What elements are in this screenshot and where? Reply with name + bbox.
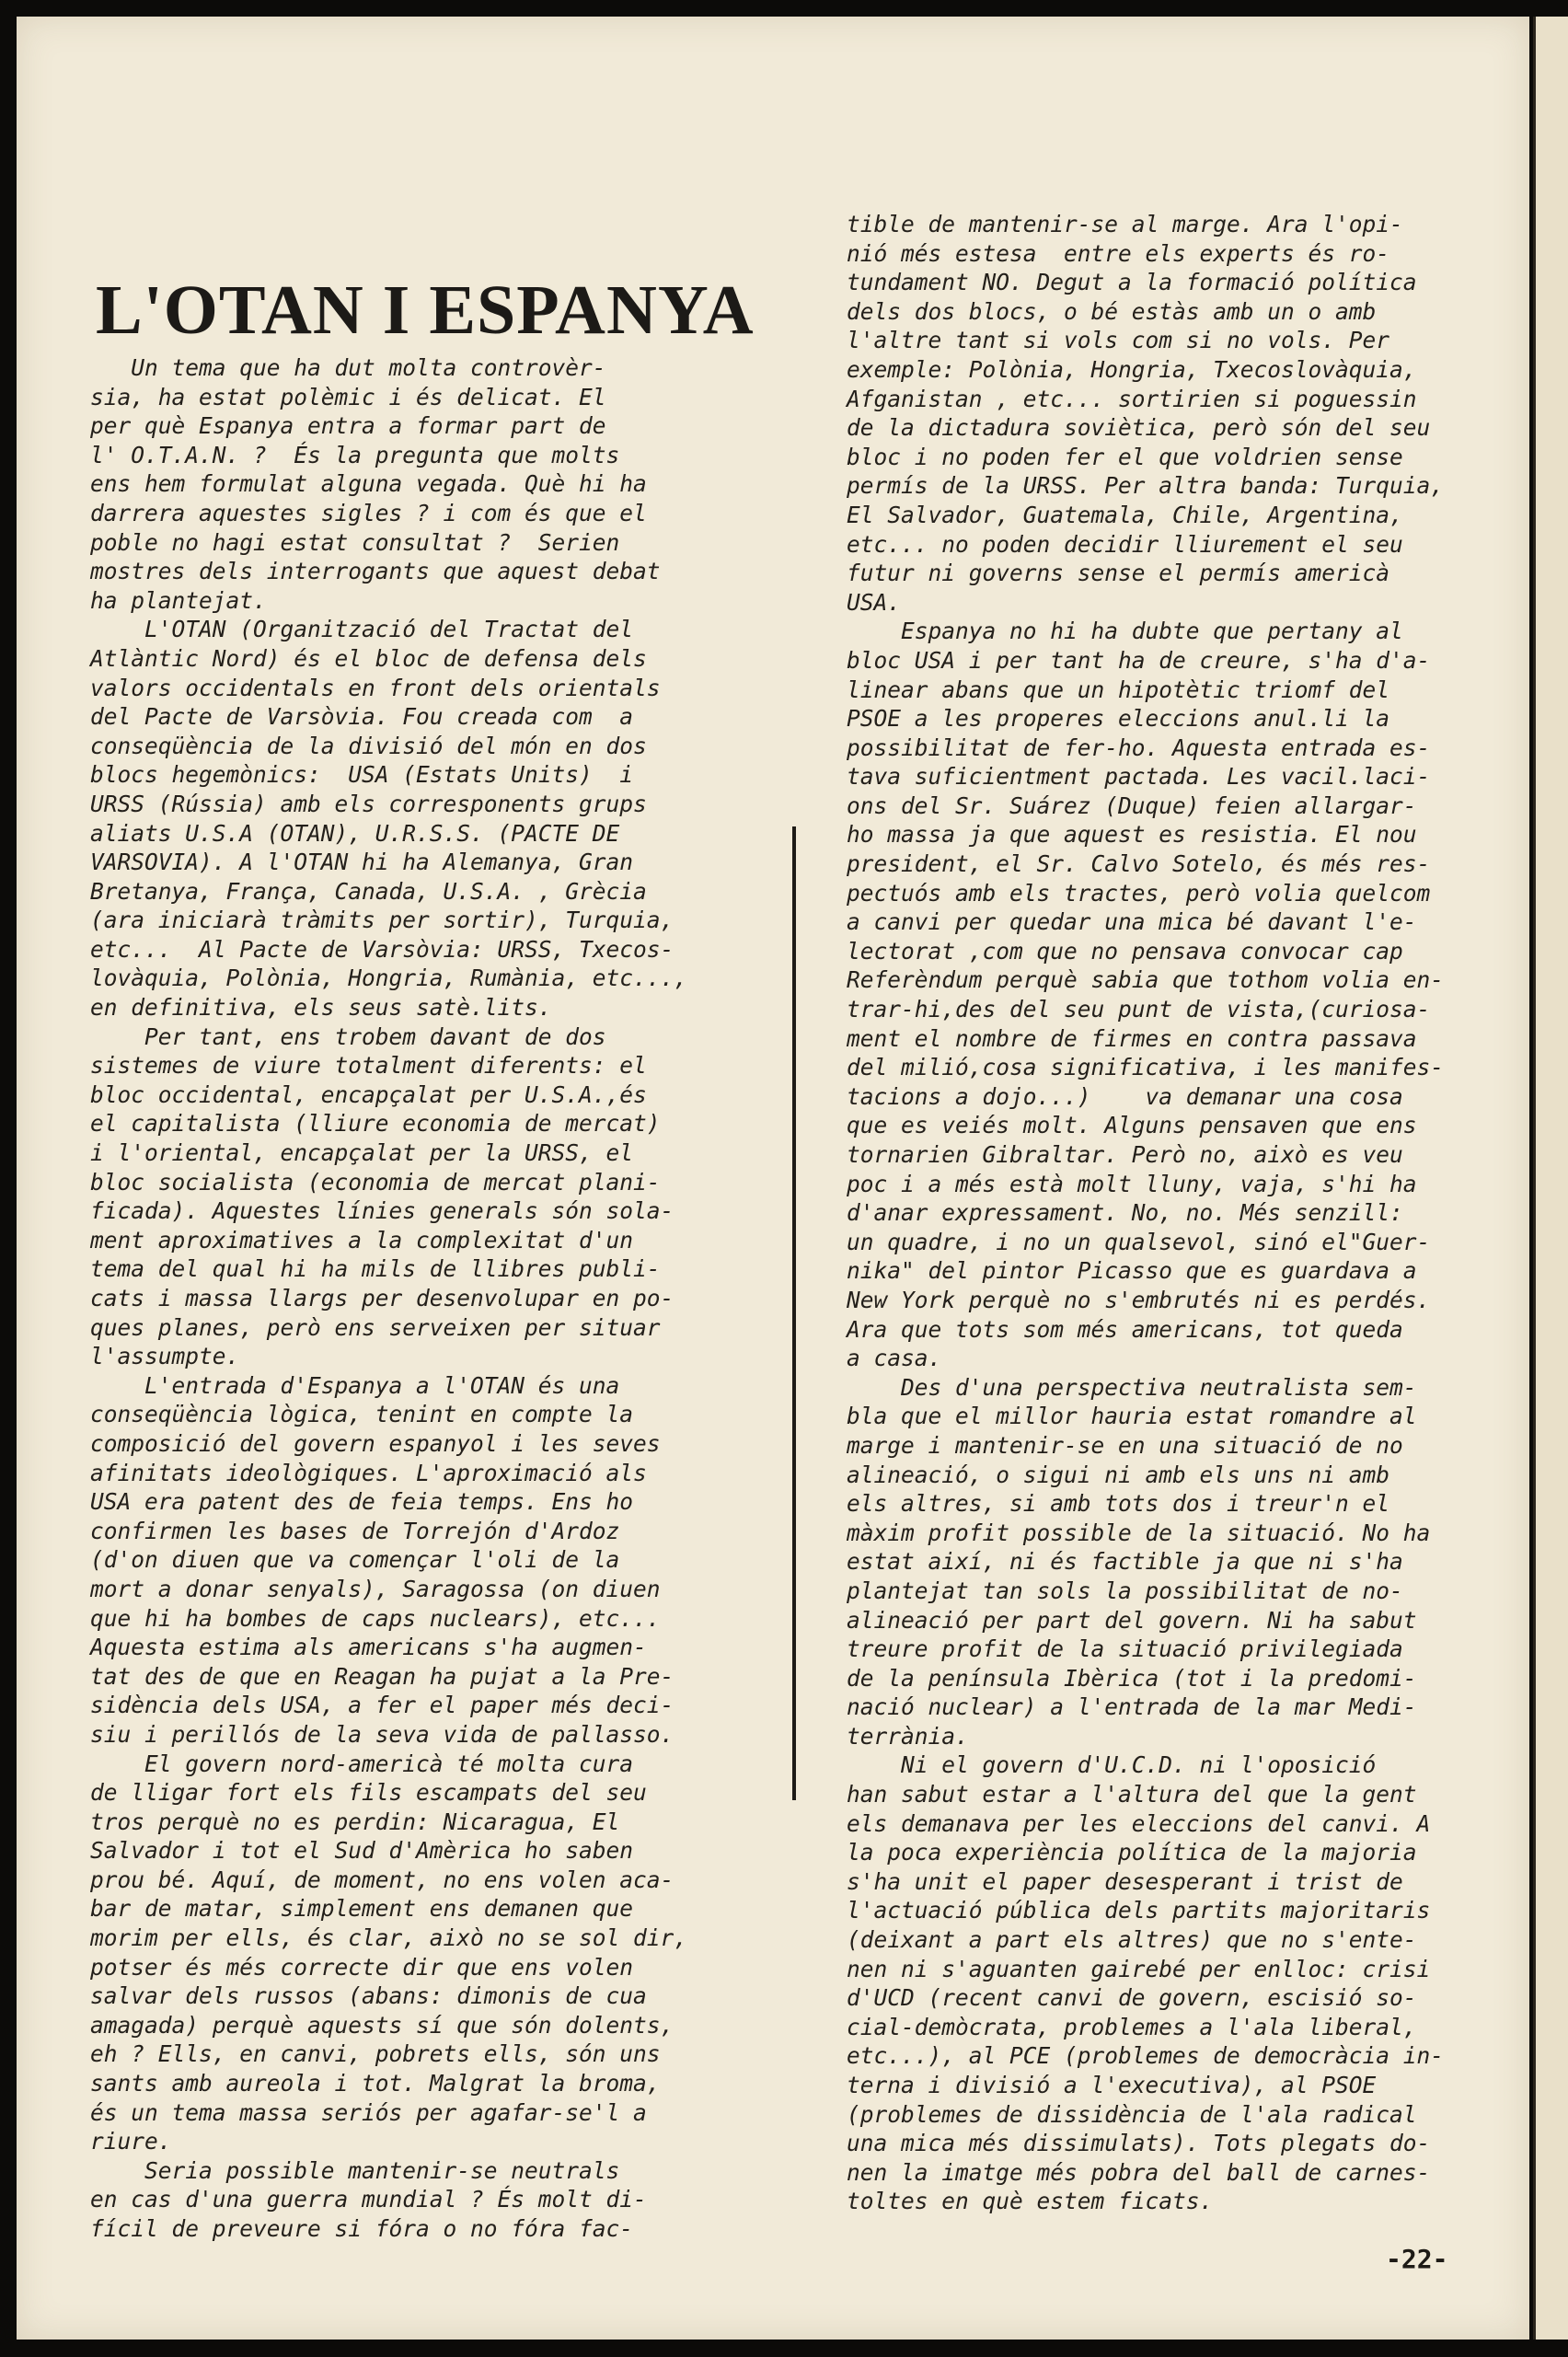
page-number: -22- — [1386, 2244, 1448, 2274]
article-right-column: tible de mantenir-se al marge. Ara l'opi- nió més estesa entre els experts és ro- tundament NO. Degut a la formació política dels dos blocs, o bé estàs amb un o amb l'altre tant si vols com si no vols. Per exemple: Polònia, Hongria, Txecoslovàquia, Afganistan , etc... sortirien si poguessin de la dictadura soviètica, però són del seu bloc i no poden fer el que voldrien sense permís de la URSS. Per altra banda: Turquia, El Salvador, Guatemala, Chile, Argentina, etc... no poden decidir lliurement el seu futur ni governs sense el permís americà USA. Espanya no hi ha dubte que pertany al bloc USA i per tant ha de creure, s'ha d'a- linear abans que un hipotètic triomf del PSOE a les properes eleccions anul.li la possibilitat de fer-ho. Aquesta entrada es- tava suficientment pactada. Les vacil.laci- ons del Sr. Suárez (Duque) feien allargar- ho massa ja que aquest es resistia. El nou president, el Sr. Calvo Sotelo, és més res- pectuós amb els tractes, però volia quelcom a canvi per quedar una mica bé davant l'e- lectorat ,com que no pensava convocar cap Referèndum perquè sabia que tothom volia en- trar-hi,des del seu punt de vista,(curiosa- ment el nombre de firmes en contra passava del milió,cosa significativa, i les manifes- tacions a dojo...) va demanar una cosa que es veiés molt. Alguns pensaven que ens tornarien Gibraltar. Però no, això es veu poc i a més està molt lluny, vaja, s'hi ha d'anar expressament. No, no. Més senzill: un quadre, i no un qualsevol, sinó el"Guer- nika" del pintor Picasso que es guardava a New York perquè no s'embrutés ni es perdés. Ara que tots som més americans, tot queda a casa. Des d'una perspectiva neutralista sem- bla que el millor hauria estat romandre al marge i mantenir-se en una situació de no alineació, o sigui ni amb els uns ni amb els altres, si amb tots dos i treur'n el màxim profit possible de la situació. No ha estat així, ni és factible ja que ni s'ha plantejat tan sols la possibilitat de no- alineació per part del govern. Ni ha sabut treure profit de la situació privilegiada de la península Ibèrica (tot i la predomi- nació nuclear) a l'entrada de la mar Medi- terrània. Ni el govern d'U.C.D. ni l'oposició han sabut estar a l'altura del que la gent els demanava per les eleccions del canvi. A la poca experiència política de la majoria s'ha unit el paper desesperant i trist de l'actuació pública dels partits majoritaris (deixant a part els altres) que no s'ente- nen ni s'aguanten gairebé per enlloc: crisi d'UCD (recent canvi de govern, escisió so- cial-demòcrata, problemes a l'ala liberal, etc...), al PCE (problemes de democràcia in- terna i divisió a l'executiva), al PSOE (problemes de dissidència de l'ala radical una mica més dissimulats). Tots plegats do- nen la imatge més pobra del ball de carnes- toltes en què estem ficats. — [847, 211, 1445, 2215]
magazine-page — [17, 17, 1529, 2340]
article-title: L'OTAN I ESPANYA — [96, 271, 755, 349]
column-divider — [792, 826, 796, 1800]
article-left-column: Un tema que ha dut molta controvèr- sia, ha estat polèmic i és delicat. El per què Espanya entra a formar part de l' O.T.A.N. ? És la pregunta que molts ens hem formulat alguna vegada. Què hi ha darrera aquestes sigles ? i com és que el poble no hagi estat consultat ? Serien mostres dels interrogants que aquest debat ha plantejat. L'OTAN (Organització del Tractat del Atlàntic Nord) és el bloc de defensa dels valors occidentals en front dels orientals del Pacte de Varsòvia. Fou creada com a conseqüència de la divisió del món en dos blocs hegemònics: USA (Estats Units) i URSS (Rússia) amb els corresponents grups aliats U.S.A (OTAN), U.R.S.S. (PACTE DE VARSOVIA). A l'OTAN hi ha Alemanya, Gran Bretanya, França, Canada, U.S.A. , Grècia (ara iniciarà tràmits per sortir), Turquia, etc... Al Pacte de Varsòvia: URSS, Txecos- lovàquia, Polònia, Hongria, Rumània, etc..., en definitiva, els seus satè.lits. Per tant, ens trobem davant de dos sistemes de viure totalment diferents: el bloc occidental, encapçalat per U.S.A.,és el capitalista (lliure economia de mercat) i l'oriental, encapçalat per la URSS, el bloc socialista (economia de mercat plani- ficada). Aquestes línies generals són sola- ment aproximatives a la complexitat d'un tema del qual hi ha mils de llibres publi- cats i massa llargs per desenvolupar en po- ques planes, però ens serveixen per situar l'assumpte. L'entrada d'Espanya a l'OTAN és una conseqüència lògica, tenint en compte la composició del govern espanyol i les seves afinitats ideològiques. L'aproximació als USA era patent des de feia temps. Ens ho confirmen les bases de Torrejón d'Ardoz (d'on diuen que va començar l'oli de la mort a donar senyals), Saragossa (on diuen que hi ha bombes de caps nuclears), etc... Aquesta estima als americans s'ha augmen- tat des de que en Reagan ha pujat a la Pre- sidència dels USA, a fer el paper més deci- siu i perillós de la seva vida de pallasso. El govern nord-americà té molta cura de lligar fort els fils escampats del seu tros perquè no es perdin: Nicaragua, El Salvador i tot el Sud d'Amèrica ho saben prou bé. Aquí, de moment, no ens volen aca- bar de matar, simplement ens demanen que morim per ells, és clar, això no se sol dir, potser és més correcte dir que ens volen salvar dels russos (abans: dimonis de cua amagada) perquè aquests sí que són dolents, eh ? Ells, en canvi, pobrets ells, són uns sants amb aureola i tot. Malgrat la broma, és un tema massa seriós per agafar-se'l a riure. Seria possible mantenir-se neutrals en cas d'una guerra mundial ? És molt di- fícil de preveure si fóra o no fóra fac- — [90, 354, 688, 2242]
adjacent-page-edge — [1533, 17, 1568, 2340]
